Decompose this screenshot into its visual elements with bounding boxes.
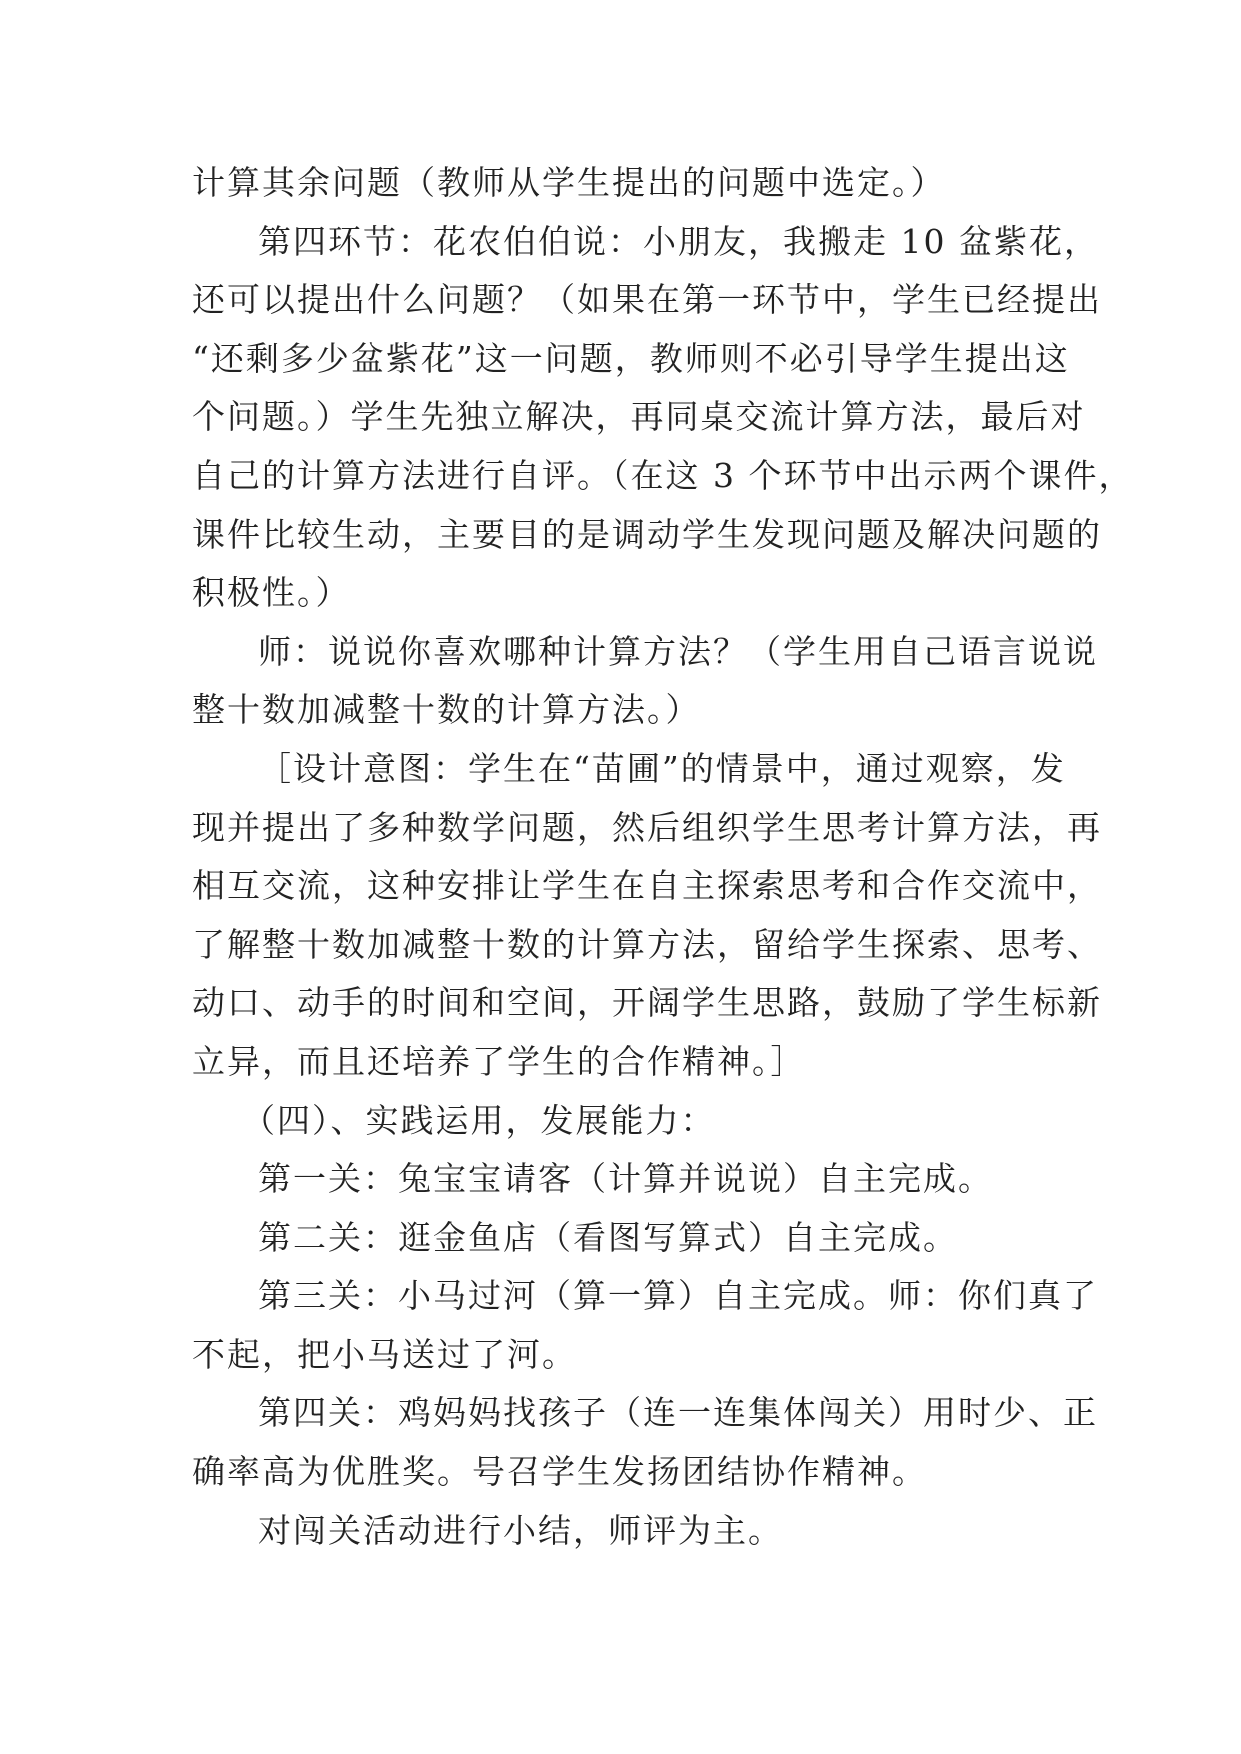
text-line: 积极性。）	[192, 573, 351, 613]
text-line: 第二关：逛金鱼店（看图写算式）自主完成。	[258, 1217, 958, 1257]
text-line: ［设计意图：学生在“苗圃”的情景中，通过观察，发	[258, 748, 1066, 788]
text-line: 相互交流，这种安排让学生在自主探索思考和合作交流中，	[192, 866, 1102, 906]
section-heading: （四）、实践运用，发展能力：	[242, 1100, 716, 1140]
document-body	[192, 154, 1134, 1560]
text-line: 第一关：兔宝宝请客（计算并说说）自主完成。	[258, 1159, 993, 1199]
text-line: 动口、动手的时间和空间，开阔学生思路，鼓励了学生标新	[192, 983, 1102, 1023]
text-line: 了解整十数加减整十数的计算方法，留给学生探索、思考、	[192, 924, 1102, 964]
text-line: 第四环节：花农伯伯说：小朋友，我搬走 10 盆紫花，	[258, 221, 1099, 261]
text-line: 第三关：小马过河（算一算）自主完成。师：你们真了	[258, 1276, 1098, 1316]
text-line: 还可以提出什么问题？（如果在第一环节中，学生已经提出	[192, 280, 1102, 320]
text-line: 自己的计算方法进行自评。（在这 3 个环节中出示两个课件，	[192, 455, 1134, 495]
text-line: 个问题。）学生先独立解决，再同桌交流计算方法，最后对	[192, 397, 1086, 437]
text-line: “还剩多少盆紫花”这一问题，教师则不必引导学生提出这	[192, 338, 1070, 378]
text-line: 对闯关活动进行小结，师评为主。	[258, 1510, 783, 1550]
text-line: 第四关：鸡妈妈找孩子（连一连集体闯关）用时少、正	[258, 1393, 1098, 1433]
text-line: 不起，把小马送过了河。	[192, 1334, 577, 1374]
text-line: 计算其余问题（教师从学生提出的问题中选定。）	[192, 163, 946, 202]
text-line: 课件比较生动，主要目的是调动学生发现问题及解决问题的	[192, 514, 1102, 554]
text-line: 整十数加减整十数的计算方法。）	[192, 690, 701, 730]
text-line: 师：说说你喜欢哪种计算方法？（学生用自己语言说说	[258, 631, 1098, 671]
text-line: 立异，而且还培养了学生的合作精神。］	[192, 1041, 806, 1081]
text-line: 现并提出了多种数学问题，然后组织学生思考计算方法，再	[192, 807, 1102, 847]
text-line: 确率高为优胜奖。号召学生发扬团结协作精神。	[192, 1452, 927, 1492]
